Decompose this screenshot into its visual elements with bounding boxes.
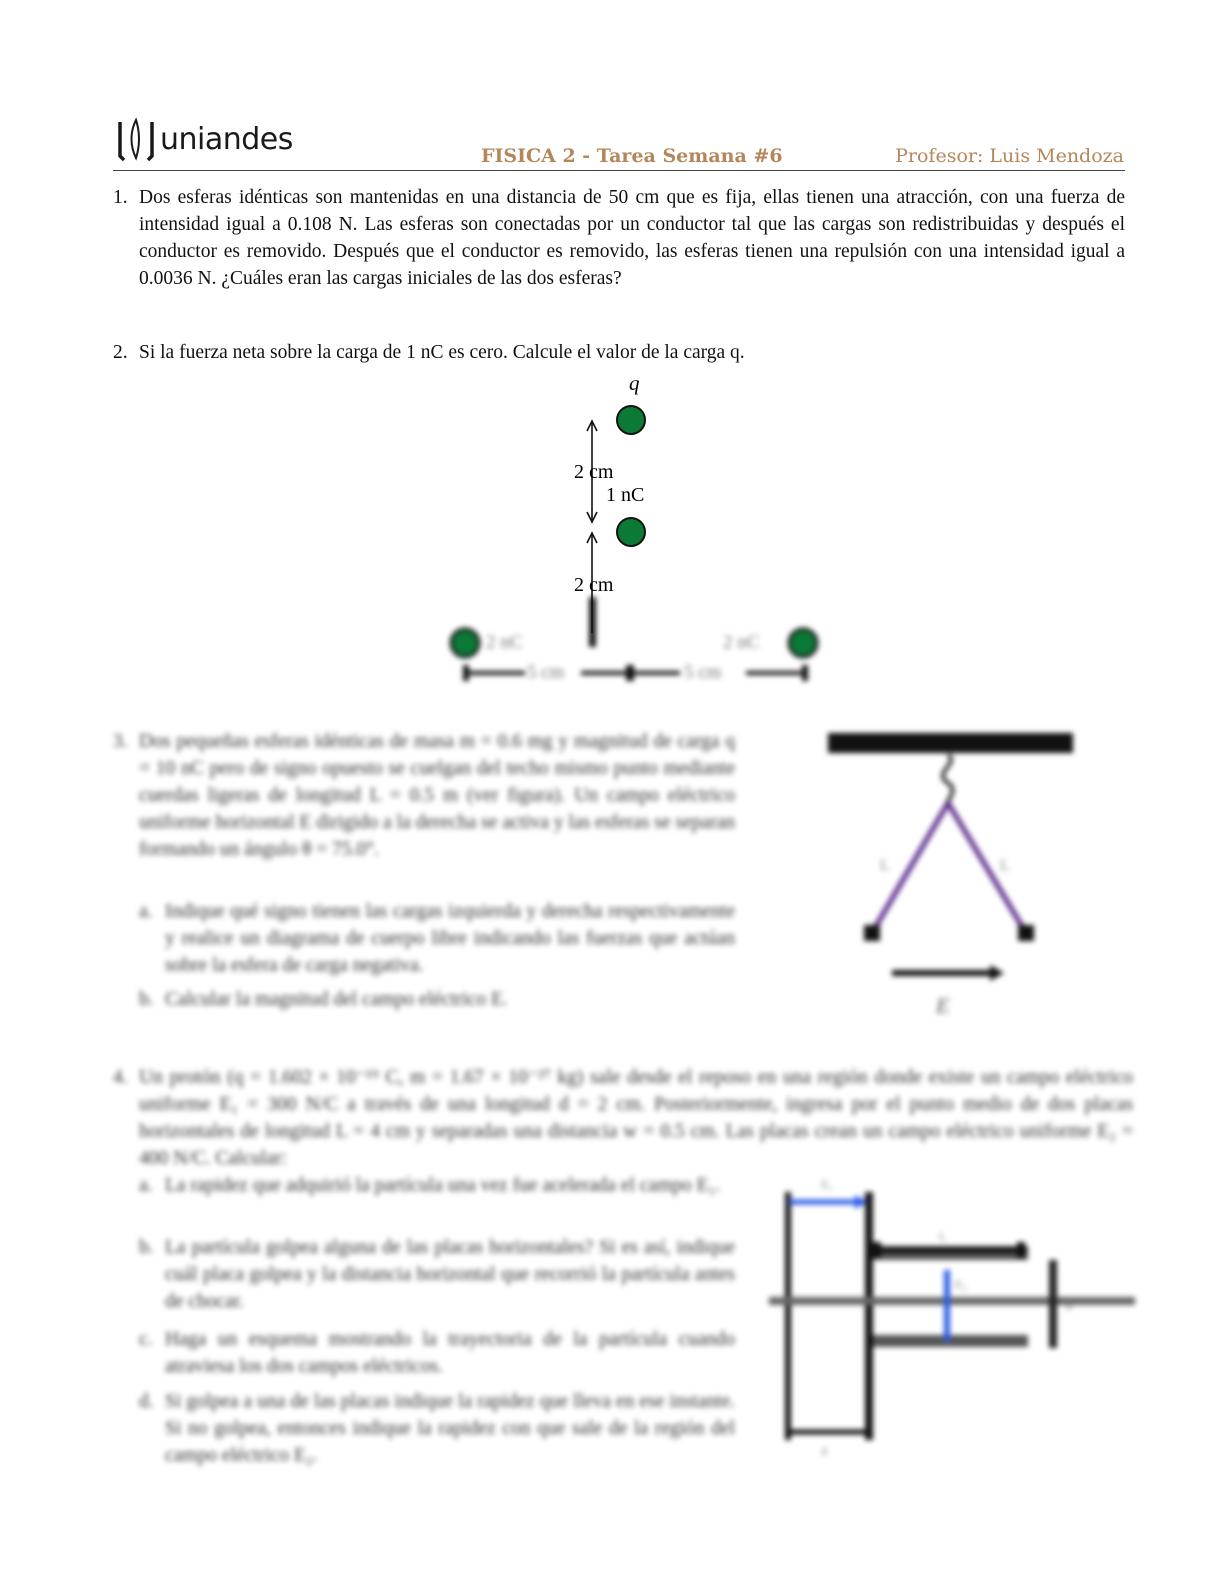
accelerating-plate-left [785,1192,791,1440]
tick-L-left [873,1242,881,1258]
label-L-right: L [1000,857,1010,874]
logo-wordmark: uniandes [160,121,293,157]
ceiling [828,733,1073,753]
subproblem-text: Si golpea a una de las placas indique la rapidez que lleva en ese instante. Si no golpea, entonces indique la rapidez con que sale de la región del campo eléctrico E₂. [165,1391,735,1466]
label-d: d [821,1444,827,1458]
problem-text: Dos esferas idénticas son mantenidas en una distancia de 50 cm que es fija, ellas tienen una atracción, con una fuerza de intensidad igual a 0.108 N. Las esferas son conectadas por un conductor tal que las cargas son redistribuidas y después el conductor es removido. Después que el conductor es removido, las esferas tienen una repulsión con una intensidad igual a 0.0036 N. ¿Cuáles eran las cargas iniciales de las dos esferas? [139,187,1125,289]
tick-L-right [1017,1242,1025,1258]
plates-figure [765,1170,1140,1465]
subproblem-text: Indique qué signo tienen las cargas izquierda y derecha respectivamente y realice un diagrama de cuerpo libre indicando las fuerzas que actúan sobre la esfera de carga negativa. [165,901,735,976]
label-E2: E₂ [955,1277,967,1291]
subproblem-label: b. [139,1237,154,1258]
label-w: w [1065,1299,1074,1313]
uniandes-logo [116,115,293,163]
label-q: q [629,371,640,395]
uniandes-emblem-icon [116,116,156,162]
charge-center-1nC [617,518,645,546]
subproblem-label: a. [139,1175,153,1196]
charge-left-2nC [451,629,479,657]
problem-number: 2. [113,342,128,363]
accelerating-plate-right [865,1192,873,1440]
label-bottom-distance: 2 cm [574,574,614,596]
charge-q [617,406,645,434]
hanging-spheres-figure [820,725,1085,1025]
subproblem-label: c. [139,1329,153,1350]
label-left-charge: 2 nC [486,632,523,653]
label-center-charge: 1 nC [606,484,645,506]
label-top-distance: 2 cm [574,461,614,483]
problem-text: Dos pequeñas esferas idénticas de masa m = 0.6 mg y magnitud de carga q = 10 nC pero de signo opuesto se cuelgan del techo mismo punto mediante cuerdas ligeras de longitud L = 0.5 m (ver figura). Un campo eléctrico uniforme horizontal E dirigido a la derecha se activa y las esferas se separan formando un ángulo θ = 75.0°. [139,731,735,860]
label-L: L [939,1229,947,1243]
label-right-charge: 2 nC [723,632,760,653]
tick-right [802,665,808,681]
problem-number: 3. [113,731,128,752]
plate-bottom [873,1335,1028,1347]
problem-text: Si la fuerza neta sobre la carga de 1 nC es cero. Calcule el valor de la carga q. [139,342,745,363]
problem-number: 1. [113,187,128,208]
tick-left [463,665,469,681]
sphere-left [864,925,880,941]
subproblem-text: Haga un esquema mostrando la trayectoria de la partícula cuando atraviesa los dos campos eléctricos. [165,1329,735,1377]
subproblem-text: La rapidez que adquirió la partícula una vez fue acelerada el campo E₁. [165,1175,721,1196]
label-right-distance: 5 cm [684,662,722,683]
label-L-left: L [880,857,890,874]
arrowhead-right-icon [990,965,1004,981]
problem-number: 4. [113,1067,128,1088]
subproblem-text: Calcular la magnitud del campo eléctrico E. [165,989,508,1010]
subproblem-text: La partícula golpea alguna de las placas horizontales? Si es así, indique cuál placa golpea y la distancia horizontal que recorrió la partícula antes de chocar. [165,1237,735,1312]
subproblem-label: a. [139,901,153,922]
course-title: FISICA 2 - Tarea Semana #6 [481,145,783,167]
string-right [948,803,1026,933]
charges-figure [430,365,850,695]
label-E1: E₁ [821,1177,833,1191]
label-E: E [936,993,950,1018]
professor-name: Profesor: Luis Mendoza [895,145,1124,167]
charge-right-2nC [789,629,817,657]
problem-text: Un protón (q = 1.602 × 10⁻¹⁹ C, m = 1.67 × 10⁻²⁷ kg) sale desde el reposo en una región donde existe un campo eléctrico uniforme E₁ = 300 N/C a través de una longitud d = 2 cm. Posteriormente, ingresa por el punto medio de dos placas horizontales de longitud L = 4 cm y separadas una distancia w = 0.5 cm. Las placas crean un campo eléctrico uniforme E₂ = 400 N/C. Calcular: [139,1067,1133,1169]
tick-center [626,665,634,681]
subproblem-label: b. [139,989,154,1010]
dimension-w [1049,1260,1057,1348]
label-left-distance: 5 cm [527,662,565,683]
hook [943,755,953,807]
sphere-right [1018,925,1034,941]
subproblem-label: d. [139,1391,154,1412]
axis-marker [589,597,596,647]
header-divider [113,170,1125,171]
